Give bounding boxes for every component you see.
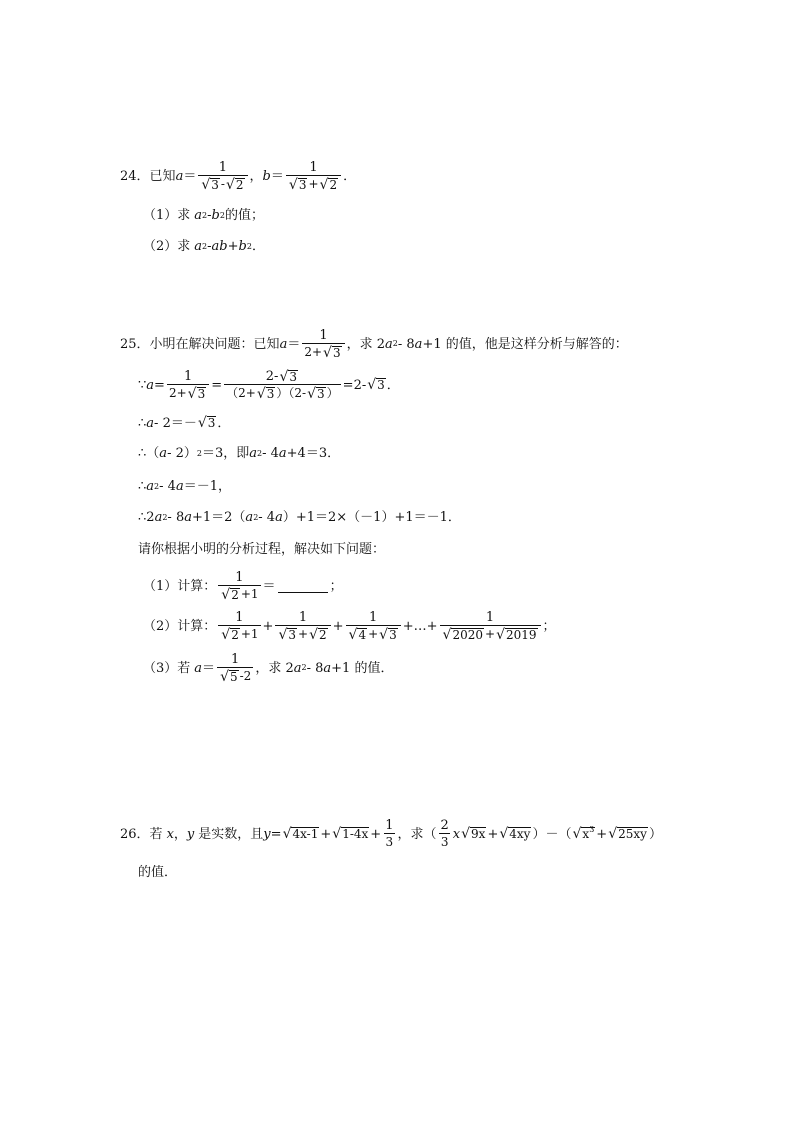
fraction-b: 1 √ 3 + √ 2: [286, 160, 341, 192]
q26-tail: 的值．: [138, 865, 178, 880]
q25-step-1: ∵ a = 1 2 + √ 3 = 2- √ 3 （2+ √ 3 ）（2- √ 3 ） =2- √ 3 ．: [138, 368, 400, 402]
q24-part-2: （2）求 a 2 - ab + b 2 ．: [143, 239, 265, 254]
q25-prompt: 请你根据小明的分析过程，解决如下问题：: [138, 542, 386, 557]
q25-step-2: ∴ a - 2＝－ √ 3 ．: [138, 415, 231, 431]
q25-step-5: ∴ 2 a 2 - 8 a +1＝2（ a 2 - 4 a ）+1＝2×（－1）+1＝－1．: [138, 510, 461, 525]
q24-number: 24．: [120, 168, 150, 184]
q24-stem: 24． 已知 a ＝ 1 √ 3 - √ 2 ， b ＝ 1 √ 3 + √ 2 ．: [120, 160, 357, 193]
q25-part-2: （2）计算： 1 √ 2 +1 + 1 √ 3 + √ 2 + 1 √ 4 + √ 3 +…+ 1 √ 2020 + √ 2019 ；: [143, 610, 556, 643]
q25-step-3: ∴ （ a - 2） 2 ＝3，即 a 2 - 4 a +4＝3．: [138, 446, 341, 461]
answer-blank[interactable]: [278, 580, 328, 593]
q26-number: 26．: [120, 826, 150, 842]
fraction-a: 1 √ 3 - √ 2: [198, 160, 247, 192]
q25-part-3: （3）若 a ＝ 1 √ 5 -2 ，求 2 a 2 - 8 a +1 的值．: [143, 652, 394, 685]
q25-stem: 25． 小明在解决问题：已知 a ＝ 1 2 + √ 3 ，求 2 a 2 - 8 a +1 的值，他是这样分析与解答的：: [120, 328, 628, 361]
q25-number: 25．: [120, 336, 150, 352]
q24-part-1: （1）求 a 2 - b 2 的值；: [143, 208, 264, 223]
q25-part-1: （1）计算： 1 √ 2 +1 ＝ ；: [143, 570, 343, 603]
q26-stem: 26． 若 x ， y 是实数，且 y = √ 4x-1 + √ 1-4x + $\frac{1}{3}$ ，求（ $\frac{2}{3}$ x √ 9x + √ 4xy ）－（ √ $x^3$ + √ 25xy ）: [120, 818, 662, 849]
q25-step-4: ∴ a 2 - 4 a ＝－1，: [138, 479, 231, 494]
